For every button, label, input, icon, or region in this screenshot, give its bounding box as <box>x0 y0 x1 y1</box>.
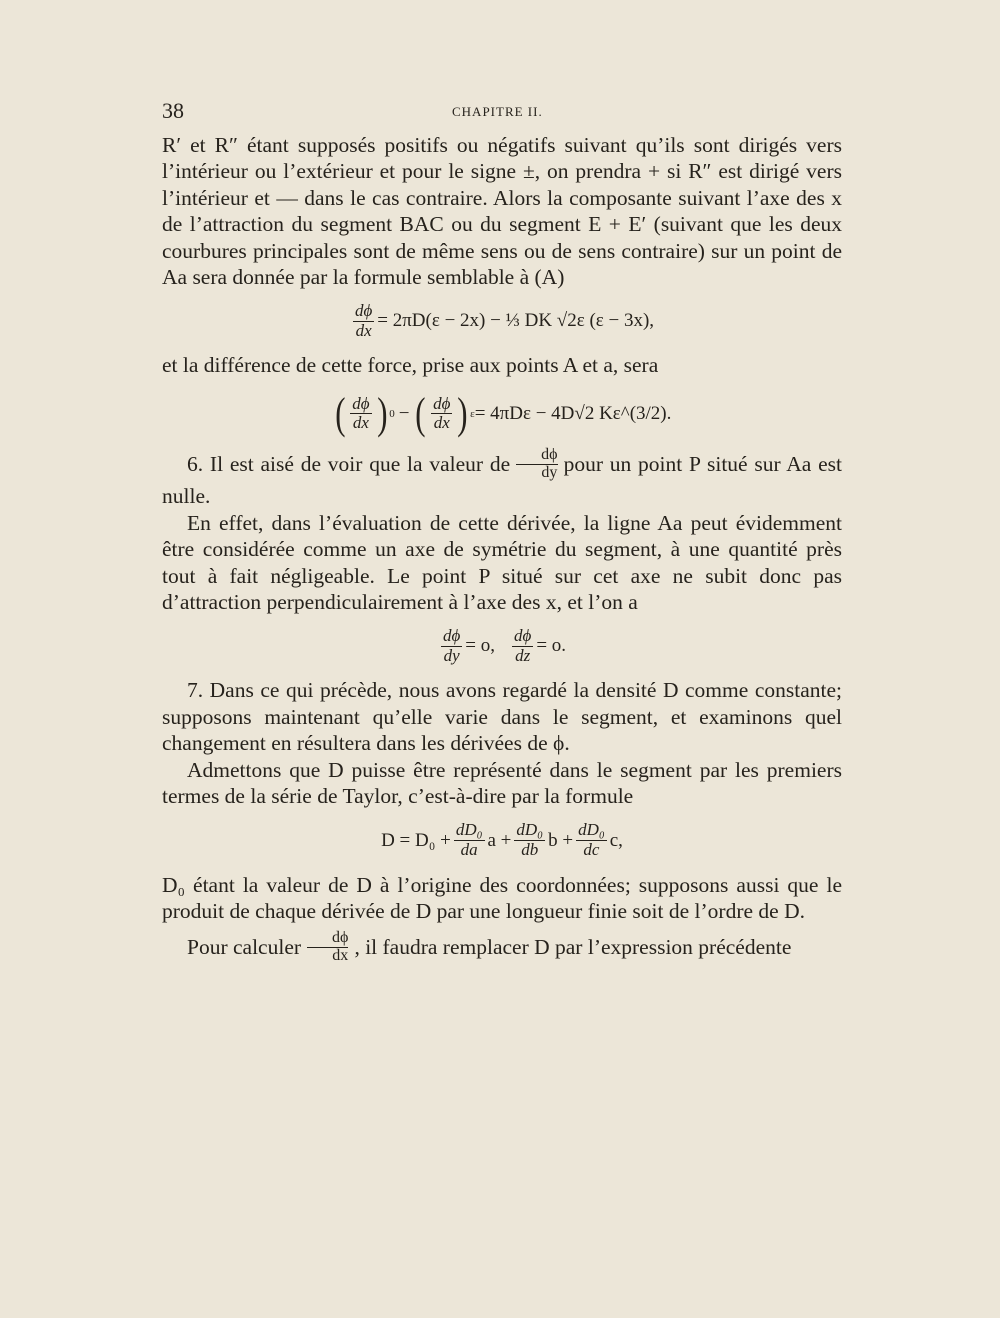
equation-4: D = D₀ + $\frac{\text{dD₀}}{da}$ a + $\frac{\text{dD₀}}{db}$ b + $\frac{\text{dD₀}}{dc}$ c, <box>381 820 623 859</box>
paragraph-3: 6. Il est aisé de voir que la valeur de $\frac{d\phi}{dy}$ pour un point P situé sur Aa est nulle. <box>162 445 842 509</box>
equation-2: ( $\frac{d\phi}{dx}$ ) 0 − ( $\frac{d\phi}{dx}$ ) ε = 4πDε − 4D√2 Kε^(3/2). <box>334 388 672 438</box>
equation-1 <box>162 290 842 352</box>
equation-rhs: = 4πDε − 4D√2 Kε^(3/2). <box>474 402 672 424</box>
paragraph-8: Pour calculer $\frac{d\phi}{dx}$ , il faudra remplacer D par l’expression précédente <box>187 929 792 965</box>
paragraph-5: 7. Dans ce qui précède, nous avons regardé la densité D comme constante; supposons maintenant qu’elle varie dans le segment, et examinons quel changement en résultera dans les dérivées de ϕ. <box>162 678 842 756</box>
paragraph-6: Admettons que D puisse être représenté dans le segment par les premiers termes de la série de Taylor, c’est-à-dire par la formule <box>162 757 842 809</box>
equation-3: $\frac{d\phi}{dy}$ = o, $\frac{d\phi}{dz}$ = o. <box>442 626 567 665</box>
equation-rhs: = 2πD(ε − 2x) − ⅓ DK √2ε (ε − 3x), <box>377 310 655 332</box>
running-header <box>162 94 842 130</box>
paragraph-1: R′ et R″ étant supposés positifs ou négatifs suivant qu’ils sont dirigés vers l’intérieur ou l’extérieur et pour le signe ±, on prendra + si R″ est dirigé vers l’intérieur et — dans le cas contraire. Alors la composante suivant l’axe des x de l’attraction du segment BAC ou du segment E + E′ (suivant que les deux courbures principales sont de même sens ou de sens contraire) sur un point de Aa sera donnée par la formule semblable à (A) <box>162 133 842 290</box>
paragraph-2: et la différence de cette force, prise aux points A et a, sera <box>162 353 659 378</box>
paragraph-4: En effet, dans l’évaluation de cette dérivée, la ligne Aa peut évidemment être considérée comme un axe de symétrie du segment, à une quantité près tout à fait négligeable. Le point P situé sur cet axe ne subit donc pas d’attraction perpendiculairement à l’axe des x, et l’on a <box>162 510 842 615</box>
inline-fraction: $\frac{d\phi}{dy}$ <box>516 447 557 482</box>
paragraph-7: D₀ étant la valeur de D à l’origine des coordonnées; supposons aussi que le produit de chaque dérivée de D par une longueur finie soit de l’ordre de D. <box>162 872 842 923</box>
chapter-title: CHAPITRE II. <box>452 104 543 119</box>
fraction: $\frac{d\phi}{dx}$ <box>354 301 373 340</box>
page-body <box>162 132 842 967</box>
page-number: 38 <box>162 98 184 123</box>
inline-fraction: $\frac{d\phi}{dx}$ <box>307 930 348 965</box>
